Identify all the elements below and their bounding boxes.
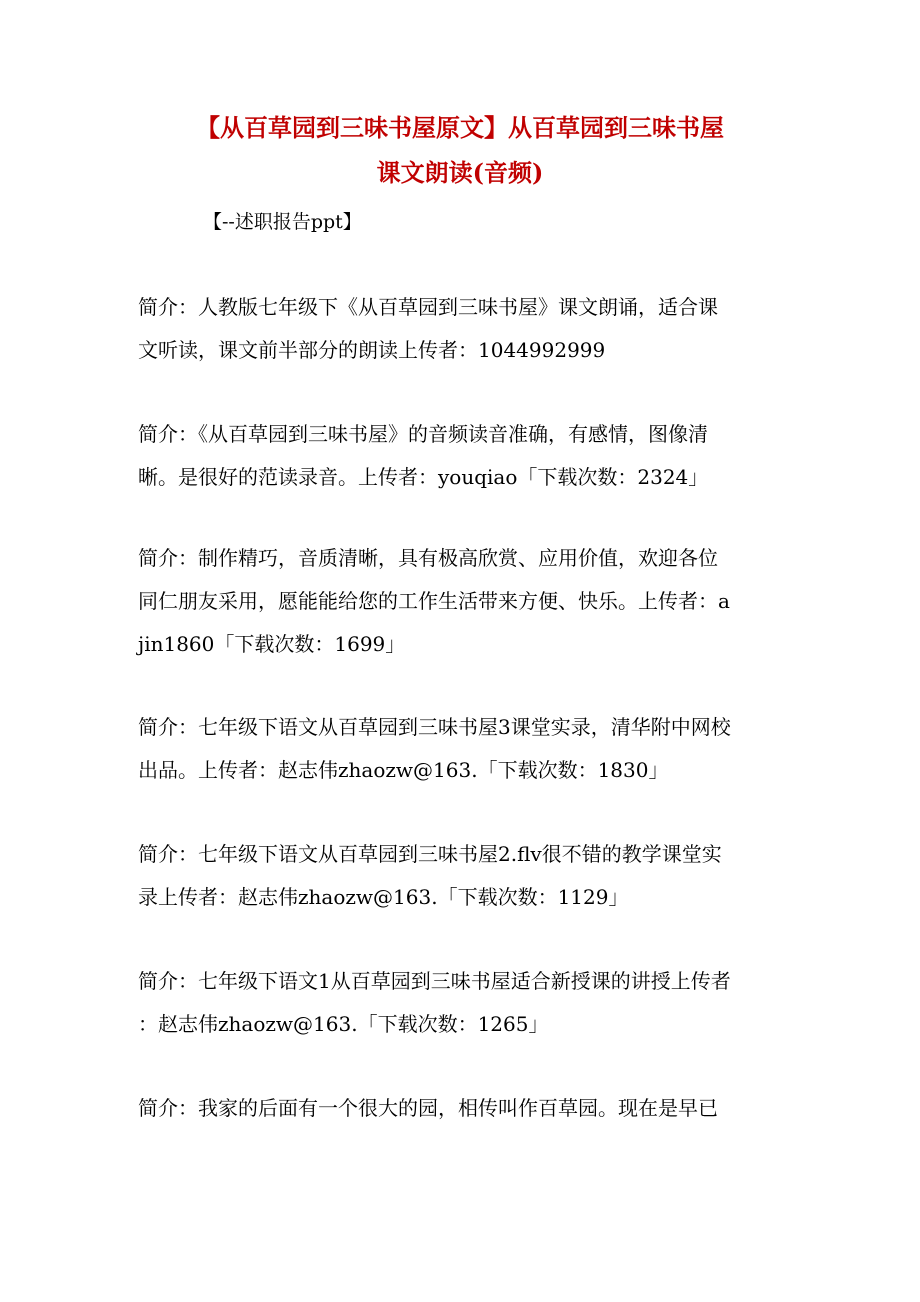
document-subtitle: 【--述职报告ppt】	[203, 211, 362, 233]
paragraph-5	[138, 833, 788, 919]
paragraph-line: 出品。上传者：赵志伟zhaozw@163.「下载次数：1830」	[138, 758, 669, 782]
paragraph-line: 简介：《从百草园到三味书屋》的音频读音准确，有感情，图像清	[138, 422, 708, 446]
paragraph-1	[138, 286, 788, 372]
paragraph-3	[138, 537, 788, 666]
paragraph-line: 同仁朋友采用，愿能能给您的工作生活带来方便、快乐。上传者：a	[138, 589, 730, 613]
document-title-line-2: 课文朗读(音频)	[376, 158, 544, 187]
paragraph-line: jin1860「下载次数：1699」	[138, 632, 406, 656]
paragraph-6	[138, 960, 788, 1046]
paragraph-line: ：赵志伟zhaozw@163.「下载次数：1265」	[138, 1012, 549, 1036]
paragraph-line: 简介：七年级下语文1从百草园到三味书屋适合新授课的讲授上传者	[138, 969, 731, 993]
paragraph-line: 简介：人教版七年级下《从百草园到三味书屋》课文朗诵，适合课	[138, 295, 718, 319]
paragraph-line: 简介：我家的后面有一个很大的园，相传叫作百草园。现在是早已	[138, 1096, 718, 1120]
document-title-line-1: 【从百草园到三味书屋原文】从百草园到三味书屋	[196, 113, 724, 142]
paragraph-line: 晰。是很好的范读录音。上传者：youqiao「下载次数：2324」	[138, 465, 709, 489]
paragraph-line: 简介：七年级下语文从百草园到三味书屋3课堂实录，清华附中网校	[138, 715, 731, 739]
paragraph-2	[138, 413, 788, 499]
paragraph-4	[138, 706, 788, 792]
paragraph-line: 录上传者：赵志伟zhaozw@163.「下载次数：1129」	[138, 885, 629, 909]
paragraph-line: 简介：七年级下语文从百草园到三味书屋2.flv很不错的教学课堂实	[138, 842, 722, 866]
paragraph-line: 文听读，课文前半部分的朗读上传者：1044992999	[138, 338, 606, 362]
paragraph-7	[138, 1087, 788, 1130]
paragraph-line: 简介：制作精巧，音质清晰，具有极高欣赏、应用价值，欢迎各位	[138, 546, 718, 570]
